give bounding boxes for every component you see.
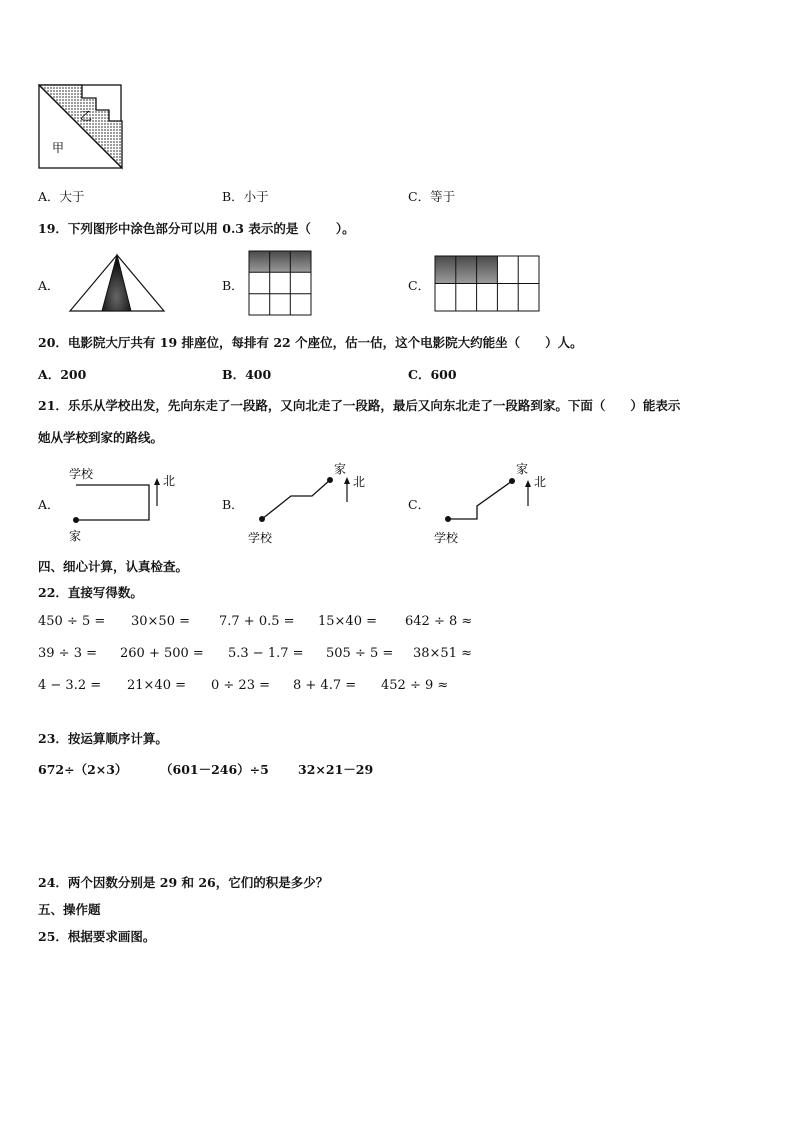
q18-label-yi: 乙 [80, 109, 93, 123]
q21-question-line1: 21．乐乐从学校出发，先向东走了一段路，又向北走了一段路，最后又向东北走了一段路到家。下面（ ）能表示 [38, 398, 681, 413]
q21-option-a-route [64, 460, 190, 544]
q18-option-c: C．等于 [408, 189, 456, 204]
q19-option-c-label: C． [408, 278, 431, 293]
q22-item: 505 ÷ 5 = [326, 646, 394, 661]
q19-option-a-label: A． [38, 278, 60, 293]
q23-item-1: 672÷（2×3） [38, 762, 128, 777]
q18-option-b: B．小于 [222, 189, 269, 204]
q21-c-north-label: 北 [534, 475, 547, 489]
q22-item: 5.3 − 1.7 = [228, 646, 304, 661]
q21-c-school-label: 学校 [434, 531, 459, 545]
q22-item: 642 ÷ 8 ≈ [405, 614, 473, 629]
q21-a-home-label: 家 [69, 529, 82, 543]
q25-question: 25．根据要求画图。 [38, 929, 156, 944]
q21-question-line2: 她从学校到家的路线。 [38, 430, 164, 445]
q20-option-c: C．600 [408, 367, 457, 382]
q21-a-north-label: 北 [163, 474, 176, 488]
q22-item: 8 + 4.7 = [293, 678, 357, 693]
q21-option-c-route [430, 456, 556, 548]
q20-question: 20．电影院大厅共有 19 排座位，每排有 22 个座位，估一估，这个电影院大约能坐（ ）人。 [38, 335, 583, 350]
q21-b-north-label: 北 [353, 475, 366, 489]
q21-option-b-route [244, 456, 374, 548]
q21-c-home-label: 家 [516, 462, 529, 476]
q21-b-school-label: 学校 [248, 531, 273, 545]
q21-a-school-label: 学校 [69, 467, 94, 481]
q19-option-b-label: B． [222, 278, 244, 293]
q18-figure [38, 84, 128, 174]
q21-b-home-label: 家 [334, 462, 347, 476]
q22-item: 450 ÷ 5 = [38, 614, 106, 629]
q22-item: 260 + 500 = [120, 646, 204, 661]
q23-title: 23．按运算顺序计算。 [38, 731, 168, 746]
q19-question: 19．下列图形中涂色部分可以用 0.3 表示的是（ ）。 [38, 221, 355, 236]
q22-item: 38×51 ≈ [413, 646, 473, 661]
q21-option-c-label: C． [408, 497, 431, 512]
q18-label-jia: 甲 [52, 141, 65, 155]
q18-option-a: A．大于 [38, 189, 85, 204]
q22-item: 30×50 = [131, 614, 191, 629]
q21-option-a-label: A． [38, 497, 60, 512]
q20-option-a: A．200 [38, 367, 87, 382]
q22-title: 22．直接写得数。 [38, 585, 143, 600]
q23-item-3: 32×21－29 [298, 762, 374, 777]
section5-heading: 五、操作题 [38, 902, 101, 917]
section4-heading: 四、细心计算，认真检查。 [38, 559, 189, 574]
q22-item: 21×40 = [127, 678, 187, 693]
q22-item: 15×40 = [318, 614, 378, 629]
q21-option-b-label: B． [222, 497, 244, 512]
q22-item: 39 ÷ 3 = [38, 646, 97, 661]
q22-item: 7.7 + 0.5 = [219, 614, 295, 629]
q22-item: 4 − 3.2 = [38, 678, 102, 693]
q19-option-a-triangle [68, 253, 166, 315]
q24-question: 24．两个因数分别是 29 和 26，它们的积是多少？ [38, 875, 329, 890]
q20-option-b: B．400 [222, 367, 272, 382]
q19-option-c-grid [434, 255, 540, 312]
q23-item-2: （601－246）÷5 [160, 762, 269, 777]
q19-option-b-grid [248, 250, 312, 316]
q22-item: 452 ÷ 9 ≈ [381, 678, 449, 693]
q22-item: 0 ÷ 23 = [211, 678, 270, 693]
